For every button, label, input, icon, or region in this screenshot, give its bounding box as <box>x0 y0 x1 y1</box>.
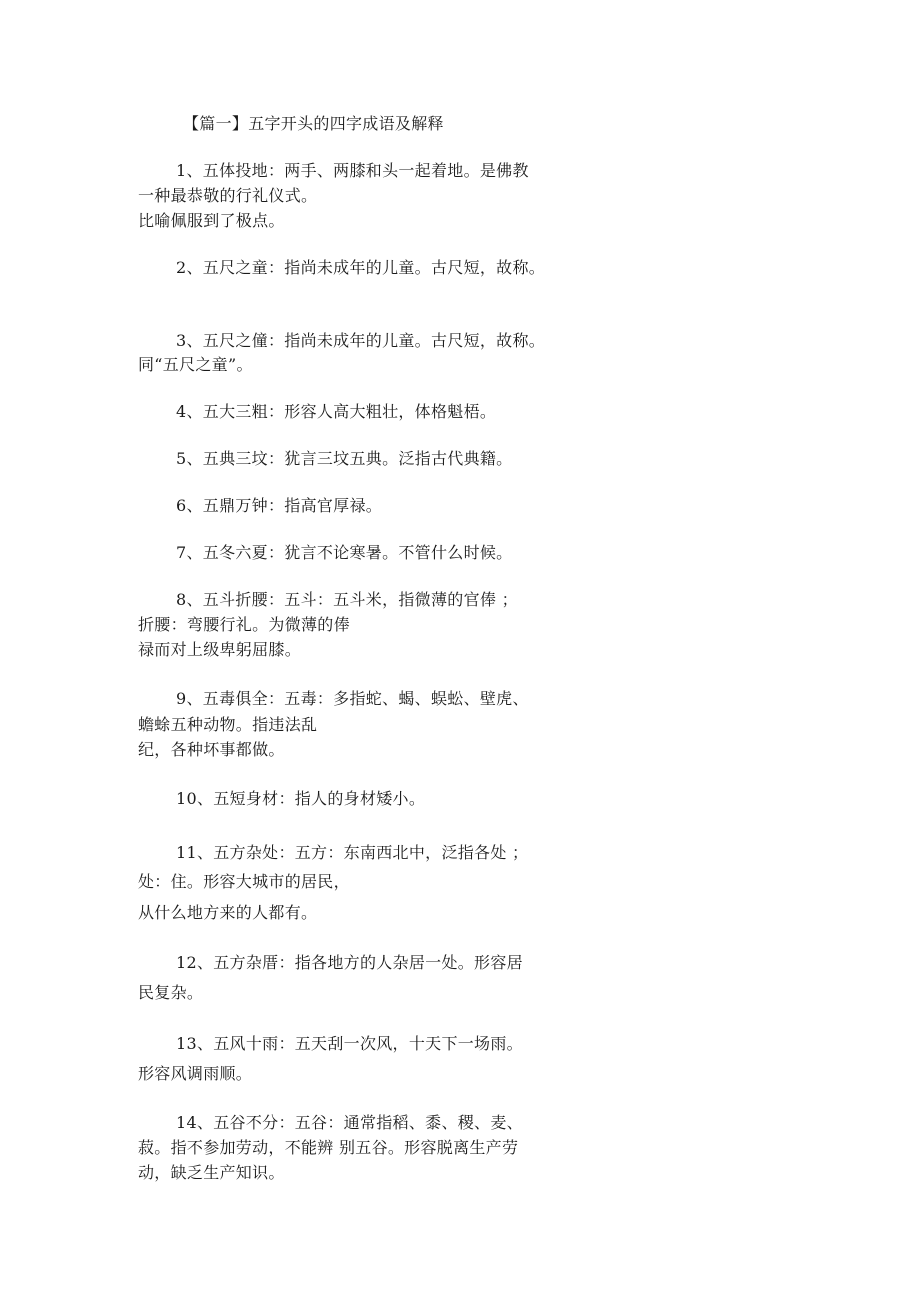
entry-text-line: 7、五冬六夏：犹言不论寒暑。不管什么时候。 <box>176 543 513 562</box>
entry-text-line: 12、五方杂厝：指各地方的人杂居一处。形容居 <box>176 953 523 972</box>
entry-text-line: 13、五风十雨：五天刮一次风，十天下一场雨。 <box>176 1034 523 1053</box>
entry-text-line: 形容风调雨顺。 <box>138 1064 253 1083</box>
entry-text-line: 3、五尺之僮：指尚未成年的儿童。古尺短，故称。 <box>176 331 546 350</box>
entry-text-line: 动，缺乏生产知识。 <box>138 1163 285 1182</box>
entry-text-line: 10、五短身材：指人的身材矮小。 <box>176 789 426 808</box>
entry-text-line: 民复杂。 <box>138 983 204 1002</box>
entry-text-line: 一种最恭敬的行礼仪式。 <box>138 186 318 205</box>
entry-text-line: 5、五典三坟：犹言三坟五典。泛指古代典籍。 <box>176 449 513 468</box>
entry-text-line: 1、五体投地：两手、两膝和头一起着地。是佛教 <box>176 161 529 180</box>
entry-text-line: 禄而对上级卑躬屈膝。 <box>138 640 302 659</box>
entry-text-line: 6、五鼎万钟：指高官厚禄。 <box>176 496 383 515</box>
entry-text-line: 8、五斗折腰：五斗：五斗米，指微薄的官俸 ； <box>176 590 518 609</box>
entry-text-line: 从什么地方来的人都有。 <box>138 903 318 922</box>
entry-text-line: 14、五谷不分：五谷：通常指稻、黍、稷、麦、 <box>176 1113 523 1132</box>
entry-text-line: 处：住。形容大城市的居民， <box>138 872 350 891</box>
entry-text-line: 2、五尺之童：指尚未成年的儿童。古尺短，故称。 <box>176 258 546 277</box>
entry-text-line: 11、五方杂处：五方：东南西北中，泛指各处 ； <box>176 843 529 862</box>
entry-text-line: 4、五大三粗：形容人高大粗壮，体格魁梧。 <box>176 402 497 421</box>
entry-text-line: 菽。指不参加劳动，不能辨 别五谷。形容脱离生产劳 <box>138 1138 519 1157</box>
entry-text-line: 折腰：弯腰行礼。为微薄的俸 <box>138 615 350 634</box>
document-title: 【篇一】五字开头的四字成语及解释 <box>183 114 444 133</box>
entry-text-line: 同“五尺之童”。 <box>138 355 253 374</box>
entry-text-line: 比喻佩服到了极点。 <box>138 211 285 230</box>
entry-text-line: 9、五毒俱全：五毒：多指蛇、蝎、蜈蚣、壁虎、 <box>176 689 529 708</box>
entry-text-line: 纪，各种坏事都做。 <box>138 740 285 759</box>
entry-text-line: 蟾蜍五种动物。指违法乱 <box>138 715 318 734</box>
